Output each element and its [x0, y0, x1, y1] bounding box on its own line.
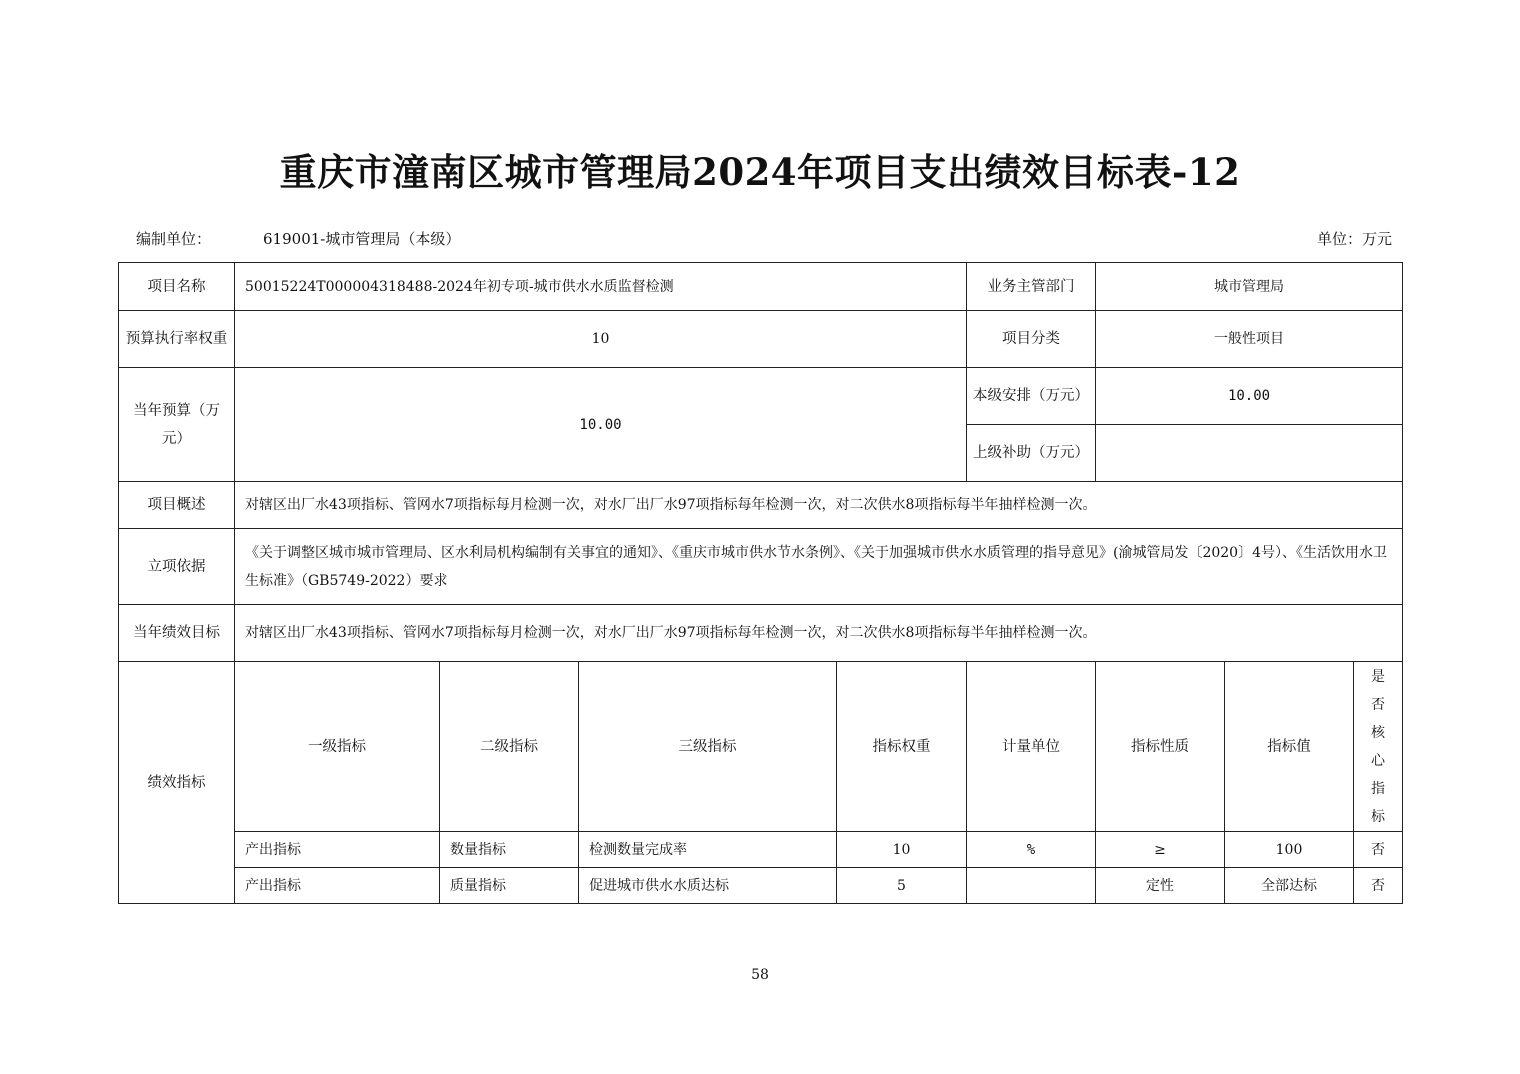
basis-value: 《关于调整区城市城市管理局、区水利局机构编制有关事宜的通知》、《重庆市城市供水节水条例》、《关于加强城市供水水质管理的指导意见》(渝城管局发〔2020〕4号）、《生活饮用水卫生标准》（GB5749-2022）要求	[235, 529, 1403, 605]
performance-table	[118, 262, 1403, 904]
page-number: 58	[751, 967, 769, 983]
header-level3: 三级指标	[579, 662, 837, 832]
row2-nature: 定性	[1096, 868, 1225, 904]
perf-label: 绩效指标	[119, 662, 235, 904]
goal-label: 当年绩效目标	[119, 605, 235, 662]
row1-core: 否	[1354, 832, 1403, 868]
compiling-unit	[136, 228, 460, 249]
row-project-name	[119, 263, 1403, 311]
project-name-value: 50015224T000004318488-2024年初专项-城市供水水质监督检测	[235, 263, 967, 311]
dept-label: 业务主管部门	[967, 263, 1096, 311]
category-value: 一般性项目	[1096, 311, 1403, 368]
row1-level3: 检测数量完成率	[579, 832, 837, 868]
header-level2: 二级指标	[440, 662, 579, 832]
project-name-label: 项目名称	[119, 263, 235, 311]
compiling-unit-label: 编制单位：	[136, 230, 212, 248]
currency-unit: 单位：万元	[1316, 230, 1392, 248]
row1-nature: ≥	[1096, 832, 1225, 868]
header-weight: 指标权重	[837, 662, 967, 832]
header-value: 指标值	[1225, 662, 1354, 832]
row2-level2: 质量指标	[440, 868, 579, 904]
local-value: 10.00	[1096, 368, 1403, 425]
row1-unit: %	[967, 832, 1096, 868]
row-annual-budget	[119, 368, 1403, 425]
row2-level1: 产出指标	[235, 868, 440, 904]
basis-label: 立项依据	[119, 529, 235, 605]
row2-value: 全部达标	[1225, 868, 1354, 904]
budget-label: 当年预算（万元）	[119, 368, 235, 482]
row1-value: 100	[1225, 832, 1354, 868]
header-level1: 一级指标	[235, 662, 440, 832]
header-core: 是否核心指标	[1354, 662, 1403, 832]
overview-value: 对辖区出厂水43项指标、管网水7项指标每月检测一次，对水厂出厂水97项指标每年检测一次，对二次供水8项指标每半年抽样检测一次。	[235, 482, 1403, 529]
document-title: 重庆市潼南区城市管理局2024年项目支出绩效目标表-12	[279, 150, 1241, 194]
table-row	[119, 868, 1403, 904]
row2-level3: 促进城市供水水质达标	[579, 868, 837, 904]
row2-core: 否	[1354, 868, 1403, 904]
row-overview	[119, 482, 1403, 529]
weight-label: 预算执行率权重	[119, 311, 235, 368]
table-row	[119, 832, 1403, 868]
row1-level2: 数量指标	[440, 832, 579, 868]
weight-value: 10	[235, 311, 967, 368]
dept-value: 城市管理局	[1096, 263, 1403, 311]
local-label: 本级安排（万元）	[967, 368, 1096, 425]
goal-value: 对辖区出厂水43项指标、管网水7项指标每月检测一次，对水厂出厂水97项指标每年检测一次，对二次供水8项指标每半年抽样检测一次。	[235, 605, 1403, 662]
subsidy-label: 上级补助（万元）	[967, 425, 1096, 482]
budget-value: 10.00	[235, 368, 967, 482]
compiling-unit-value: 619001-城市管理局（本级）	[263, 230, 461, 248]
row-basis	[119, 529, 1403, 605]
category-label: 项目分类	[967, 311, 1096, 368]
subsidy-value	[1096, 425, 1403, 482]
row1-weight: 10	[837, 832, 967, 868]
row2-unit	[967, 868, 1096, 904]
row-goal	[119, 605, 1403, 662]
header-unit: 计量单位	[967, 662, 1096, 832]
row1-level1: 产出指标	[235, 832, 440, 868]
overview-label: 项目概述	[119, 482, 235, 529]
row2-weight: 5	[837, 868, 967, 904]
row-budget-weight	[119, 311, 1403, 368]
row-indicator-headers	[119, 662, 1403, 832]
header-nature: 指标性质	[1096, 662, 1225, 832]
